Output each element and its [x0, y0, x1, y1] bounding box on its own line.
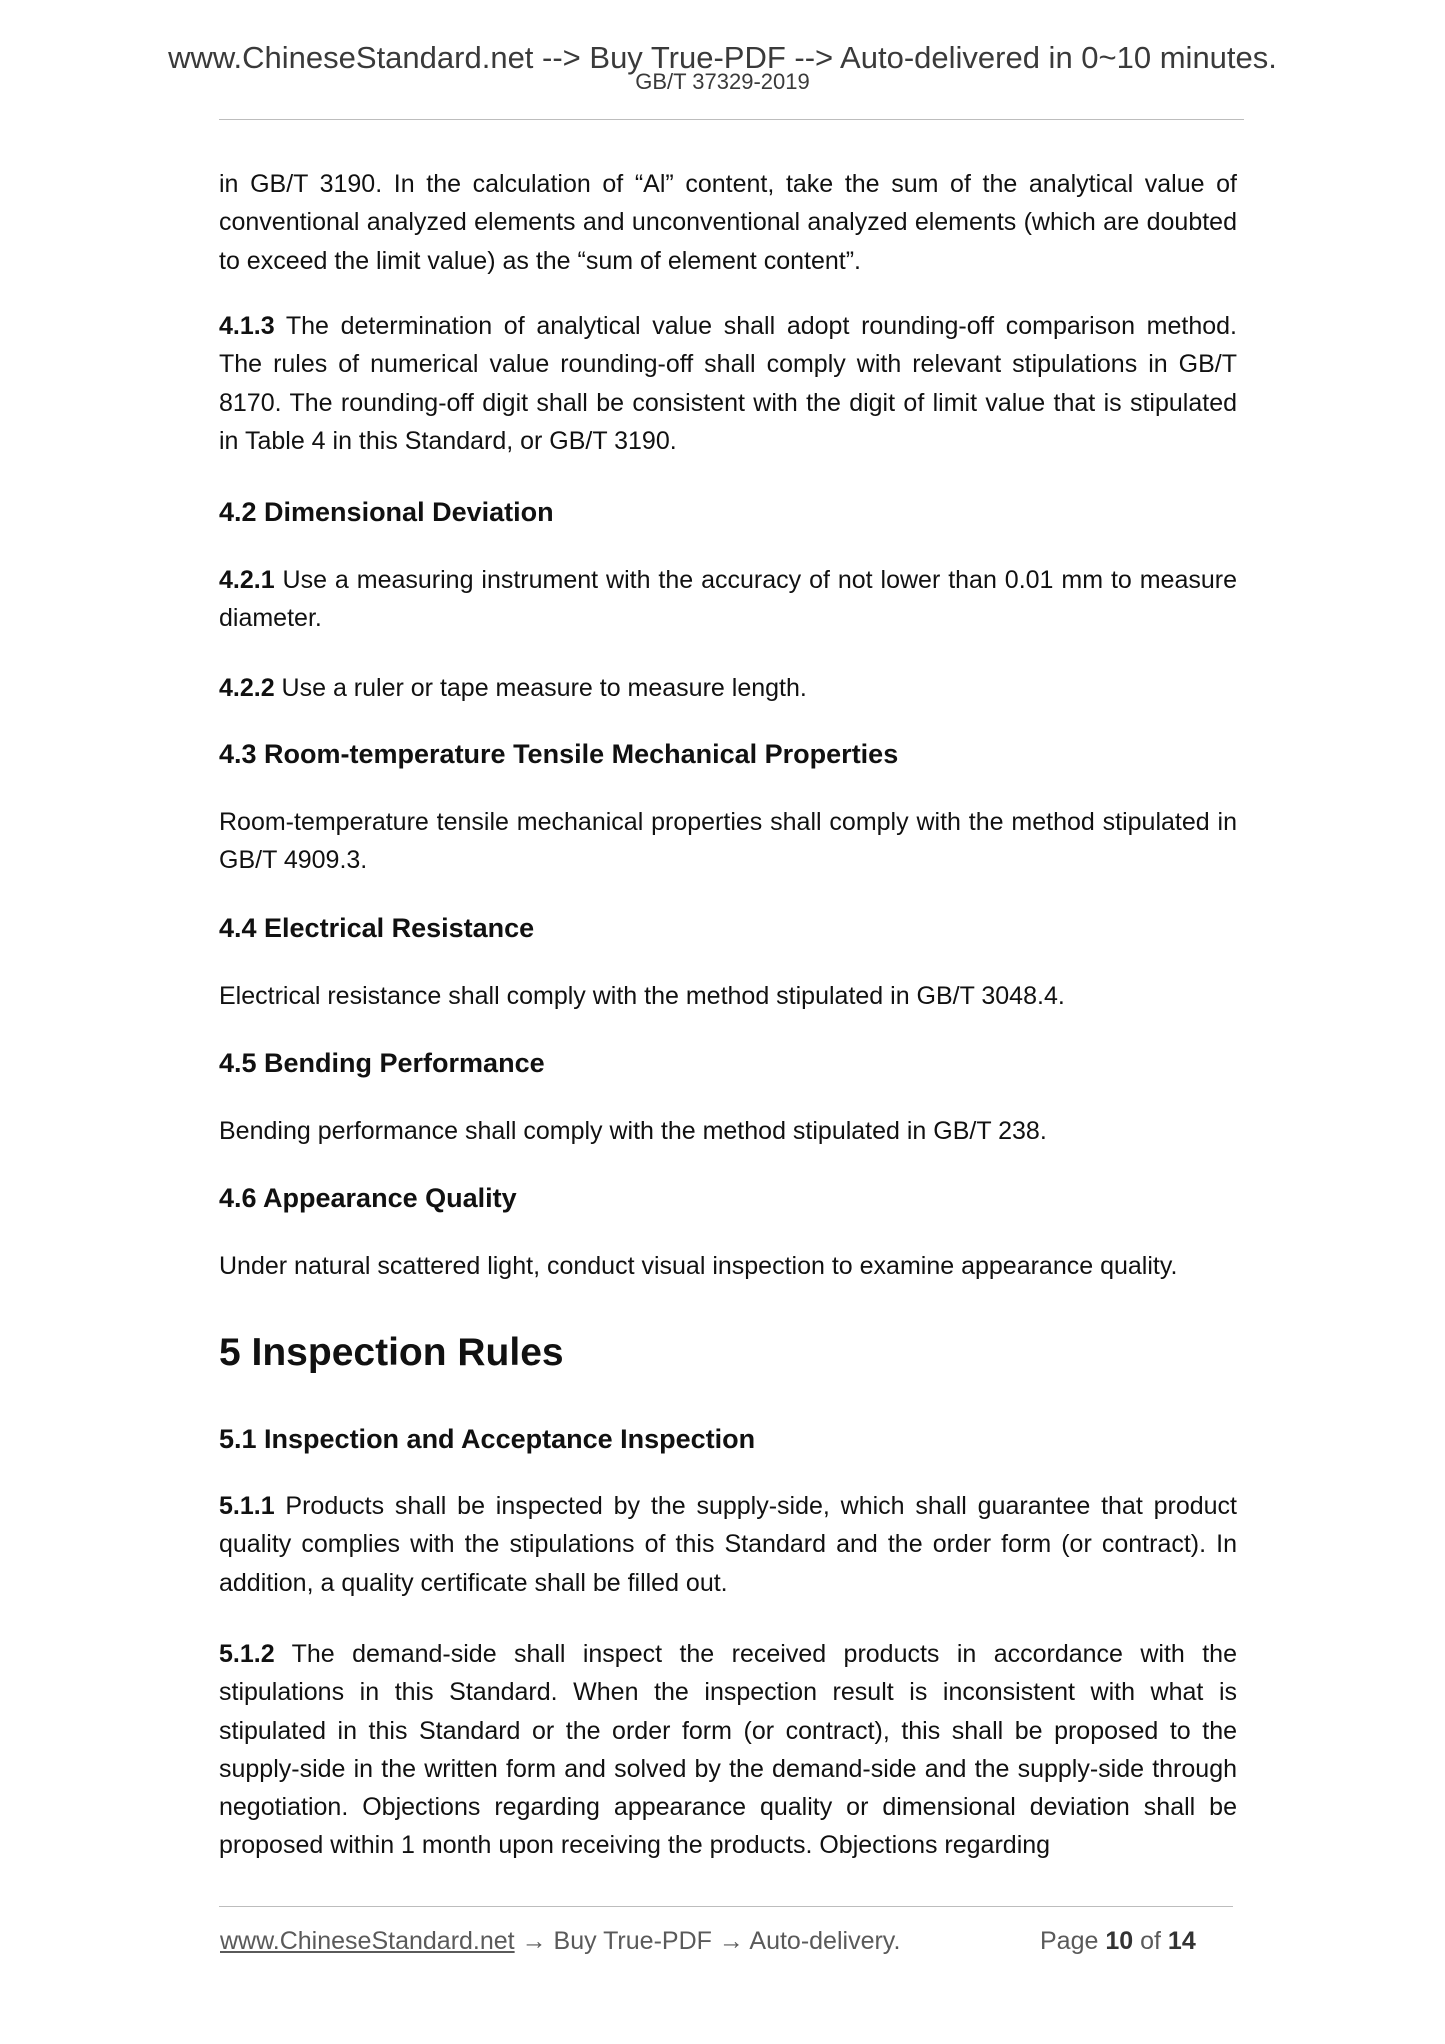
header-divider — [219, 119, 1244, 120]
document-code: GB/T 37329-2019 — [635, 69, 810, 94]
page-indicator — [1040, 1925, 1196, 1957]
clause-4-1-3 — [219, 307, 1237, 460]
page-total: 14 — [1167, 1927, 1196, 1955]
heading-4-4: 4.4 Electrical Resistance — [219, 913, 535, 943]
clause-number: 5.1.1 — [219, 1492, 275, 1520]
page-of: of — [1140, 1927, 1161, 1955]
clause-text: The determination of analytical value shall adopt rounding-off comparison method. The rules of numerical value rounding-off shall comply with relevant stipulations in GB/T 8170. The rounding-off digit shall be consistent with the digit of limit value that is stipulated in Table 4 in this Standard, or GB/T 3190. — [219, 312, 1237, 455]
clause-text: Products shall be inspected by the supply-side, which shall guarantee that product quality complies with the stipulations of this Standard and the order form (or contract). In addition, a quality certificate shall be filled out. — [219, 1492, 1237, 1597]
page-content — [219, 165, 1237, 280]
paragraph-4-5: Bending performance shall comply with the method stipulated in GB/T 238. — [219, 1117, 1047, 1145]
header-banner[interactable]: www.ChineseStandard.net --> Buy True-PDF --> Auto-delivered in 0~10 minutes. — [168, 40, 1277, 75]
paragraph-4-6: Under natural scattered light, conduct visual inspection to examine appearance quality. — [219, 1252, 1178, 1280]
clause-5-1-1 — [219, 1487, 1237, 1602]
heading-4-2: 4.2 Dimensional Deviation — [219, 497, 554, 527]
clause-number: 4.2.2 — [219, 674, 275, 702]
footer-links — [220, 1925, 900, 1957]
heading-4-3: 4.3 Room-temperature Tensile Mechanical Properties — [219, 739, 899, 769]
paragraph-4-3: Room-temperature tensile mechanical properties shall comply with the method stipulated in GB/T 4909.3. — [219, 808, 1237, 875]
clause-text: The demand-side shall inspect the received products in accordance with the stipulations in this Standard. When the inspection result is inconsistent with what is stipulated in this Standard or the order form (or contract), this shall be proposed to the supply-side in the written form and solved by the demand-side and the supply-side through negotiation. Objections regarding appearance quality or dimensional deviation shall be proposed within 1 month upon receiving the products. Objections regarding — [219, 1640, 1237, 1860]
clause-text: Use a measuring instrument with the accuracy of not lower than 0.01 mm to measure diameter. — [219, 566, 1237, 633]
heading-4-5: 4.5 Bending Performance — [219, 1048, 545, 1078]
clause-text: Use a ruler or tape measure to measure length. — [274, 674, 807, 702]
intro-paragraph: in GB/T 3190. In the calculation of “Al” content, take the sum of the analytical value of conventional analyzed elements and unconventional analyzed elements (which are doubted to exceed the limit value) as the “sum of element content”. — [219, 170, 1237, 275]
heading-5-1: 5.1 Inspection and Acceptance Inspection — [219, 1424, 756, 1454]
footer-suffix: → Buy True-PDF → Auto-delivery. — [514, 1927, 901, 1955]
clause-5-1-2 — [219, 1635, 1237, 1865]
paragraph-4-4: Electrical resistance shall comply with the method stipulated in GB/T 3048.4. — [219, 982, 1065, 1010]
footer-site-link[interactable]: www.ChineseStandard.net — [220, 1927, 515, 1955]
page-label: Page — [1040, 1927, 1099, 1955]
clause-4-2-2 — [219, 669, 1237, 707]
heading-5: 5 Inspection Rules — [219, 1331, 564, 1374]
clause-number: 5.1.2 — [219, 1640, 275, 1668]
clause-number: 4.1.3 — [219, 312, 275, 340]
clause-number: 4.2.1 — [219, 566, 275, 594]
footer-divider — [219, 1906, 1233, 1907]
page-current: 10 — [1105, 1927, 1134, 1955]
heading-4-6: 4.6 Appearance Quality — [219, 1183, 517, 1213]
clause-4-2-1 — [219, 561, 1237, 638]
